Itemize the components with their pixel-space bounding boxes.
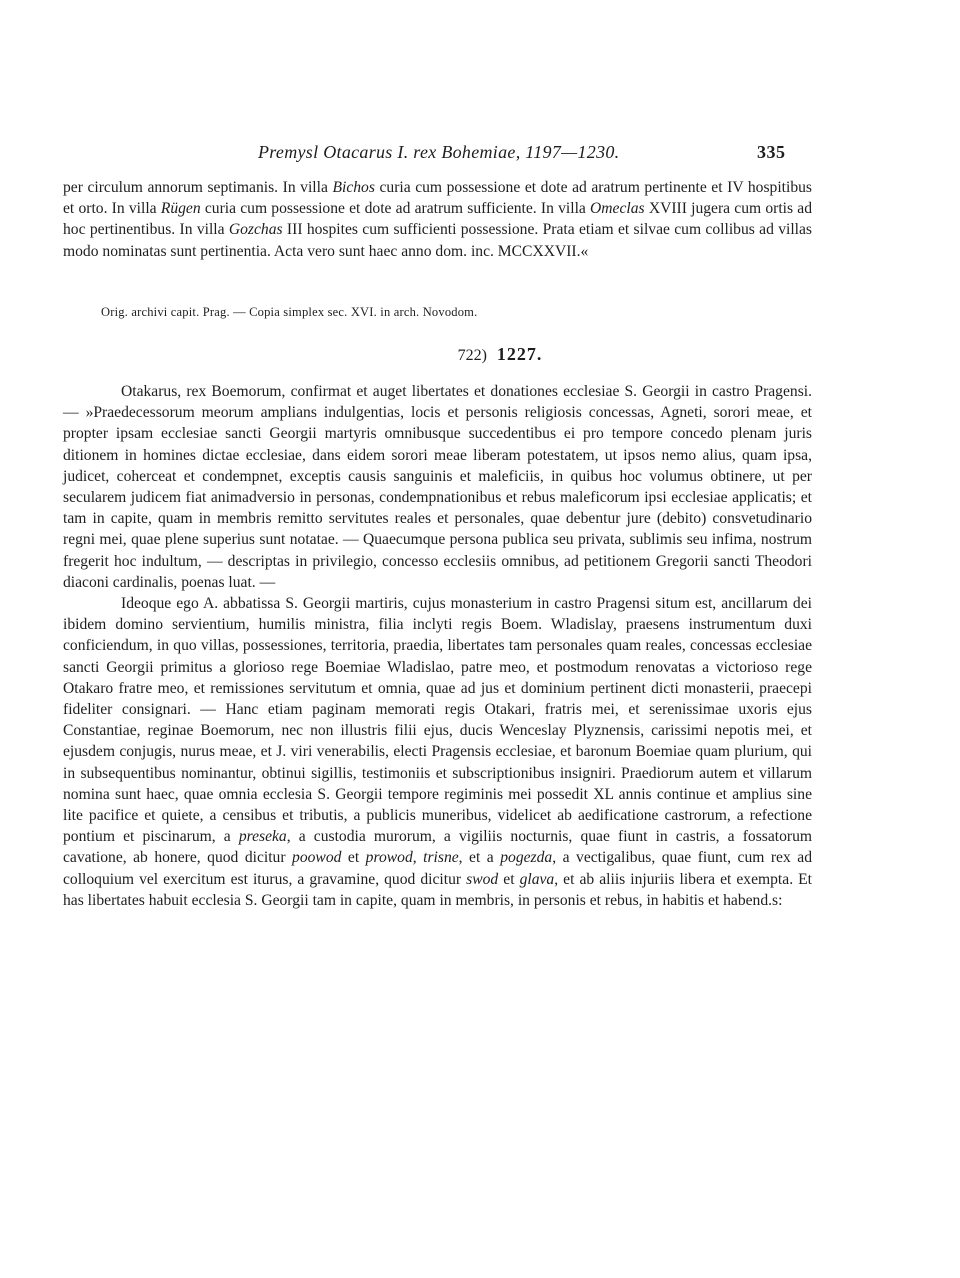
previous-document-text [63,177,812,262]
page-number: 335 [757,142,786,162]
running-head [0,142,960,168]
source-note: Orig. archivi capit. Prag. — Copia simplex sec. XVI. in arch. Novodom. [101,305,478,319]
previous-document-paragraph: per circulum annorum septimanis. In villa Bichos curia cum possessione et dote ad aratrum pertinente et IV hospitibus et orto. In villa Rügen curia cum possessione et dote ad aratrum sufficiente. In villa Omeclas XVIII jugera cum ortis ad hoc pertinentibus. In villa Gozchas III hospites cum sufficienti possessione. Prata etiam et silvae cum collibus ad villas modo nominatas sunt pertinentia. Acta vero sunt haec anno dom. inc. MCCXXVII.« [63,179,812,260]
document-header [0,344,960,365]
document-number: 722) [457,347,487,364]
running-title: Premysl Otacarus I. rex Bohemiae, 1197—1230. [258,142,620,162]
document-paragraph-summary: Otakarus, rex Boemorum, confirmat et auget libertates et donationes ecclesiae S. Georgii in castro Pragensi. — »Praedecessorum meorum amplians indulgentias, locis et personis religiosis concessas, Agneti, sorori meae, et propter ipsam ecclesiae sancti Georgii martyris omnibusque succedentibus ei pro tempore concedo plenam juris ditionem in homines dictae ecclesiae, dans eidem sorori meae liberam potestatem, ut ipsos nemo alius, quam ipsa, judicet, coherceat et condempnet, exceptis causis sanguinis et maleficiis, in quibus hoc volumus obtinere, ut per secularem judicem fiat animadversio in personas, condempnationibus et rebus maleficorum ipsi ecclesiae applicatis; et tam in capite, quam in membris remitto servitutes reales et personales, quae debentur jure (debito) consvetudinario regni mei, quae plene superius sunt notatae. — Quaecumque persona publica seu privata, sublimis seu infima, nostrum fregerit hoc indultum, — descriptas in privilegio, concesso ecclesiis omnibus, ad petitionem Gregorii sancti Theodori diaconi cardinalis, poenas luat. — [63,383,812,591]
document-year: 1227. [496,344,543,364]
document-paragraph-abbess: Ideoque ego A. abbatissa S. Georgii martiris, cujus monasterium in castro Pragensi situm est, ancillarum dei ibidem domino servientium, humilis ministra, filia inclyti regis Boem. Wladislay, praesens instrumentum duxi conficiendum, in quo villas, possessiones, territoria, praedia, libertates tam personales quam reales, concessas ecclesiae sancti Georgii primitus a glorioso rege Boemiae Wladislao, patre meo, et postmodum renovatas a victorioso rege Otakaro fratre meo, et remissiones servitutum et omnia, quae ad jus et dominium pertinent dicti monasterii, praecepi fideliter consignari. — Hanc etiam paginam memorati regis Otakari, fratris mei, et serenissimae uxoris ejus Constantiae, reginae Boemorum, nec non illustris filii ejus, ducis Wenceslay Plyznensis, carissimi nepotis mei, et ejusdem conjugis, nurus meae, et J. viri venerabilis, electi Pragensis ecclesiae, et baronum Boemiae quam plurium, qui in subsequentibus nominantur, obtinui sigillis, testimoniis et subscriptionibus insigniri. Praediorum autem et villarum nomina sunt haec, quae omnia ecclesia S. Georgii tempore regiminis mei possedit XL annis continue et amplius sine lite pacifice et quiete, a censibus et tributis, a publicis muneribus, videlicet ab aedificatione castrorum, a refectione pontium et piscinarum, a preseka, a custodia murorum, a vigiliis nocturnis, quae fiunt in castris, a fossatorum cavatione, ab honere, quod dicitur poowod et prowod, trisne, et a pogezda, a vectigalibus, quae fiunt, cum rex ad colloquium vel exercitum est iturus, a gravamine, quod dicitur swod et glava, et ab aliis injuriis libera et exempta. Et has libertates habuit ecclesia S. Georgii tam in capite, quam in membris, in personis et rebus, in habitis et habend.s: [63,595,812,909]
document-body [63,381,812,911]
